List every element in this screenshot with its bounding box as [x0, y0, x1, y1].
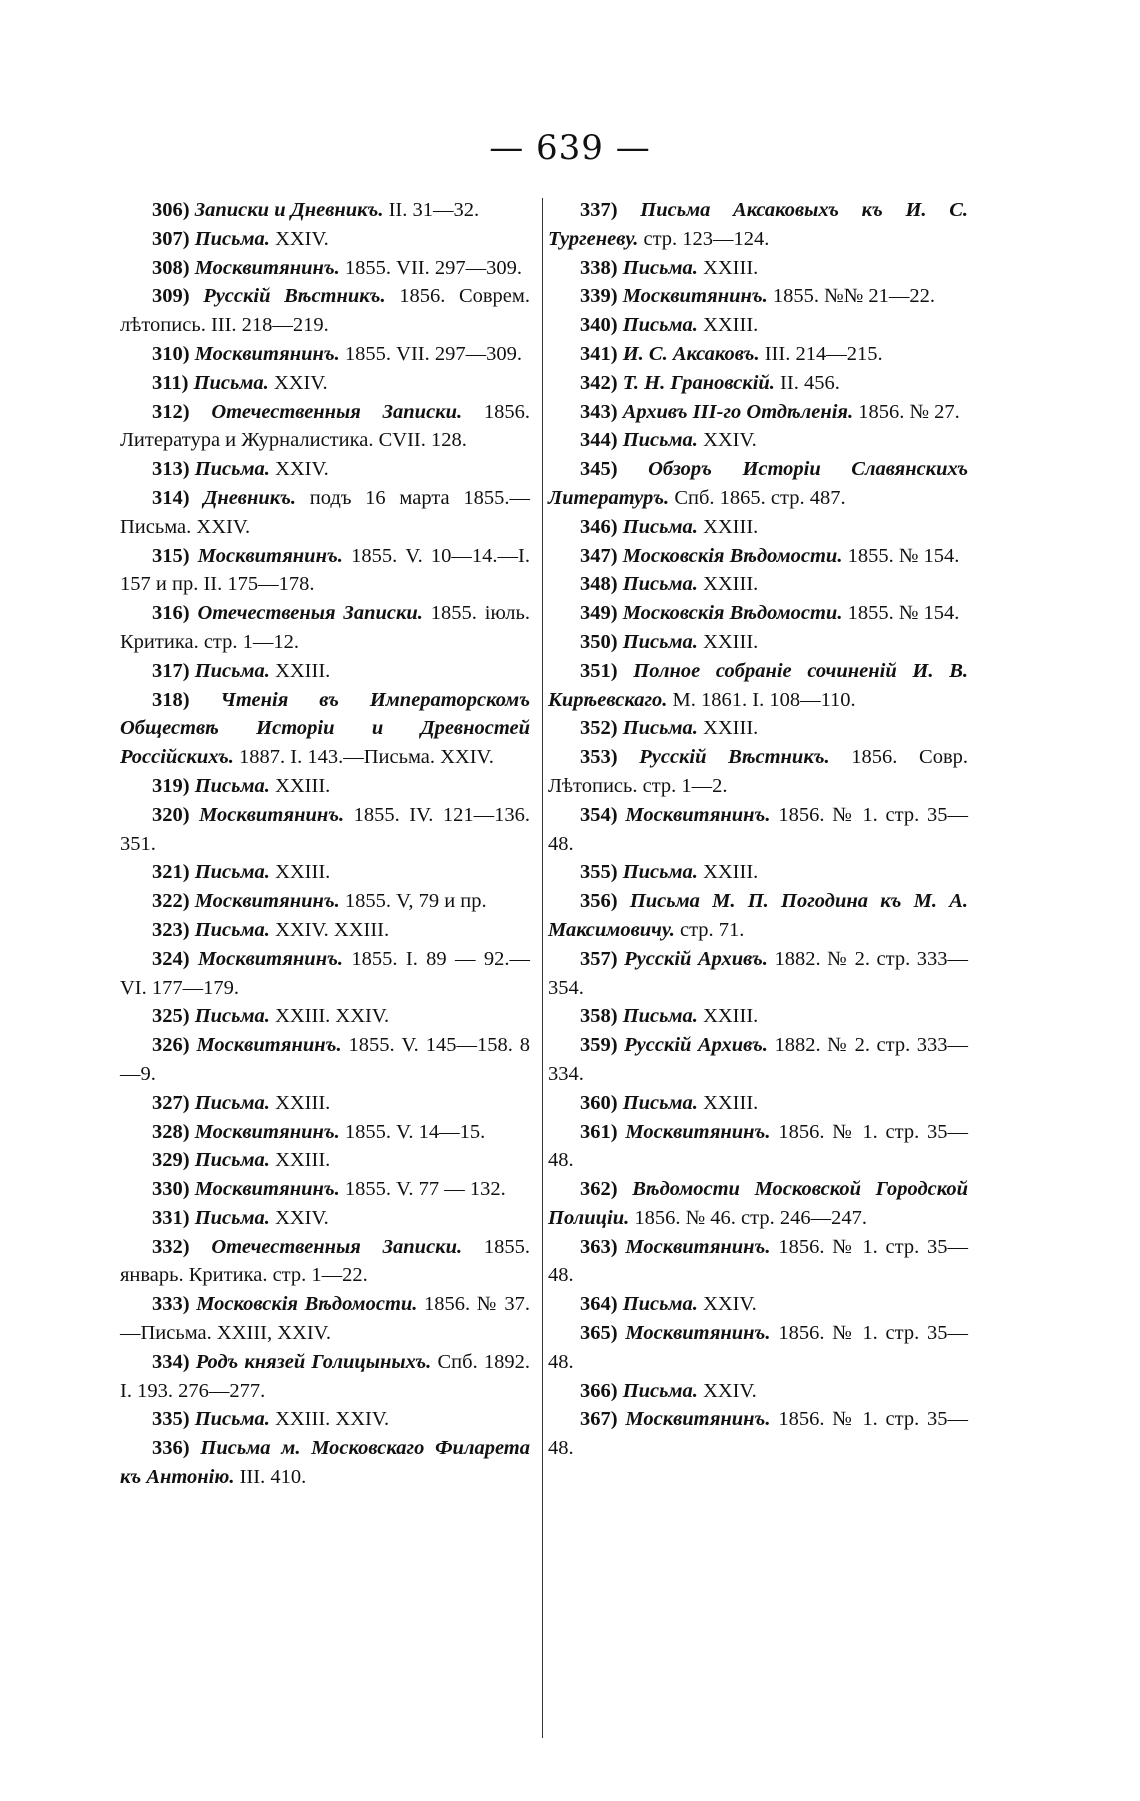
footnote-reference: 1856. № 1. стр. 35—48. [548, 1235, 969, 1287]
footnote-reference: 1855. V. 145—158. 8—9. [120, 1034, 530, 1085]
footnote-entry [548, 599, 968, 628]
footnote-reference: Спб. 1865. стр. 487. [669, 486, 846, 509]
footnote-reference: 1856. № 1. стр. 35—48. [548, 803, 969, 855]
footnote-entry [120, 801, 530, 859]
footnote-reference: 1856. № 1. стр. 35—48. [548, 1322, 969, 1373]
footnote-title: Письма. [622, 630, 698, 653]
footnote-title: Отечественныя Записки. [211, 1235, 463, 1258]
footnote-title: Письма. [193, 371, 269, 394]
left-column [120, 196, 530, 1492]
footnote-number: 311) [152, 371, 189, 394]
footnote-entry [120, 599, 530, 657]
footnote-entry [120, 1031, 530, 1089]
footnote-entry [548, 887, 968, 945]
footnote-number: 354) [580, 803, 618, 826]
footnote-number: 362) [580, 1178, 618, 1201]
footnote-reference: XXIII. [697, 630, 759, 653]
footnote-entry [548, 743, 968, 801]
footnote-reference: подъ 16 марта 1855.— Письма. XXIV. [120, 486, 530, 538]
footnote-reference: 1855. I. 89 — 92.—VI. 177—179. [120, 947, 531, 999]
footnote-title: Вѣдомости Московской Городской Полиціи. [548, 1178, 968, 1229]
footnote-title: Письма. [194, 1149, 270, 1172]
footnote-number: 316) [152, 602, 190, 625]
footnote-title: Москвитянинъ. [625, 1322, 771, 1345]
footnote-entry [120, 225, 530, 254]
footnote-reference: 1855. VII. 297—309. [339, 256, 523, 279]
footnote-title: Письма. [622, 314, 698, 337]
footnote-number: 329) [152, 1149, 190, 1172]
footnote-number: 325) [152, 1005, 190, 1028]
footnote-title: Письма. [194, 918, 270, 941]
footnote-title: Письма. [194, 458, 270, 481]
footnote-entry [548, 1233, 968, 1291]
footnote-entry [548, 714, 968, 743]
footnote-title: Письма. [194, 1206, 270, 1229]
footnote-reference: XXIV. [697, 1293, 757, 1316]
footnote-number: 341) [580, 342, 618, 365]
footnote-entry [548, 1290, 968, 1319]
footnote-reference: XXIII. [697, 861, 759, 884]
footnote-number: 306) [152, 199, 190, 221]
right-column [548, 196, 968, 1463]
footnote-entry [120, 455, 530, 484]
footnote-title: Москвитянинъ. [194, 1120, 340, 1143]
footnote-number: 328) [152, 1120, 190, 1143]
footnote-number: 339) [580, 285, 618, 308]
footnote-entry [548, 282, 968, 311]
footnote-entry [548, 196, 968, 254]
footnote-number: 309) [152, 285, 190, 308]
footnote-reference: XXIII. XXIV. [269, 1408, 390, 1431]
footnote-entry [120, 1089, 530, 1118]
footnote-reference: 1856. Соврем. лѣтопись. III. 218—219. [120, 285, 530, 337]
footnote-title: Москвитянинъ. [199, 803, 345, 826]
footnote-title: Русскій Архивъ. [624, 947, 768, 970]
footnote-entry [120, 1290, 530, 1348]
footnote-number: 308) [152, 256, 190, 279]
footnote-reference: 1855. V, 79 и пр. [339, 890, 487, 913]
footnote-entry [548, 1002, 968, 1031]
footnote-number: 321) [152, 861, 190, 884]
footnote-reference: XXIII. [697, 314, 759, 337]
footnote-entry [548, 1405, 968, 1463]
footnote-number: 326) [152, 1034, 190, 1057]
footnote-title: Отечественыя Записки. [197, 602, 423, 625]
footnote-entry [548, 657, 968, 715]
footnote-reference: XXIII. [697, 515, 759, 538]
footnote-entry [548, 398, 968, 427]
footnote-title: Московскія Вѣдомости. [622, 544, 843, 567]
footnote-number: 352) [580, 717, 618, 740]
footnote-reference: 1856. № 1. стр. 35—48. [548, 1408, 969, 1460]
footnote-title: Полное собраніе сочиненій И. В. Кирѣевскаго. [548, 659, 968, 711]
footnote-number: 315) [152, 544, 190, 567]
footnote-reference: 1887. I. 143.—Письма. XXIV. [233, 746, 494, 769]
footnote-title: Письма. [622, 429, 698, 452]
footnote-entry [120, 369, 530, 398]
footnote-entry [120, 1002, 530, 1031]
footnote-number: 336) [152, 1437, 190, 1460]
footnote-reference: XXIV. [697, 1379, 757, 1402]
footnote-number: 312) [152, 400, 190, 423]
footnote-number: 360) [580, 1091, 618, 1114]
footnote-entry [120, 282, 530, 340]
footnote-title: Обзоръ Исторіи Славянскихъ Литературъ. [548, 458, 969, 509]
footnote-title: Русскій Архивъ. [624, 1034, 768, 1057]
footnote-reference: 1855. январь. Критика. стр. 1—22. [120, 1235, 530, 1287]
footnote-number: 337) [580, 199, 618, 221]
footnote-reference: Спб. 1892. I. 193. 276—277. [120, 1350, 531, 1402]
footnote-entry [548, 801, 968, 859]
footnote-entry [548, 945, 968, 1003]
footnote-number: 357) [580, 947, 618, 970]
footnote-reference: III. 410. [234, 1466, 307, 1489]
footnote-title: Москвитянинъ. [194, 342, 340, 365]
footnote-entry [120, 1233, 530, 1291]
footnote-title: Письма. [622, 861, 698, 884]
footnote-number: 324) [152, 947, 190, 970]
footnote-entry [120, 887, 530, 916]
footnote-title: Москвитянинъ. [625, 803, 771, 826]
footnote-number: 353) [580, 746, 618, 769]
footnote-reference: XXIV. [268, 371, 328, 394]
footnote-reference: 1855. №№ 21—22. [767, 285, 936, 308]
footnote-title: Письма. [194, 659, 270, 682]
footnote-reference: 1855. V. 14—15. [339, 1120, 486, 1143]
footnote-entry [120, 1405, 530, 1434]
footnote-number: 333) [152, 1293, 190, 1316]
footnote-reference: стр. 123—124. [638, 227, 770, 250]
footnote-reference: 1882. № 2. стр. 333—354. [548, 947, 968, 999]
footnote-entry [548, 340, 968, 369]
footnote-entry [120, 916, 530, 945]
footnote-number: 364) [580, 1293, 618, 1316]
footnote-entry [120, 1118, 530, 1147]
footnote-title: Москвитянинъ. [625, 1408, 771, 1431]
footnote-title: Москвитянинъ. [194, 1178, 340, 1201]
footnote-number: 323) [152, 918, 190, 941]
footnote-title: Письма. [622, 515, 698, 538]
footnote-reference: 1855. № 154. [842, 544, 960, 567]
footnote-reference: II. 456. [774, 371, 840, 394]
footnote-title: Москвитянинъ. [625, 1120, 771, 1143]
footnote-reference: 1856. Литература и Журналистика. CVII. 128. [120, 400, 530, 452]
footnote-title: Русскій Вѣстникъ. [203, 285, 386, 308]
footnote-number: 307) [152, 227, 190, 250]
footnote-number: 350) [580, 630, 618, 653]
footnote-reference: XXIII. XXIV. [269, 1005, 390, 1028]
footnote-title: Московскія Вѣдомости. [196, 1293, 418, 1316]
footnote-title: Письма М. П. Погодина къ М. А. Максимовичу. [548, 890, 968, 941]
footnote-title: Москвитянинъ. [194, 890, 340, 913]
footnote-reference: 1855. V. 10—14.—I. 157 и пр. II. 175—178. [120, 544, 531, 596]
footnote-entry [548, 858, 968, 887]
footnote-number: 319) [152, 774, 190, 797]
footnote-entry [120, 686, 530, 772]
footnote-title: Отечественныя Записки. [211, 400, 463, 423]
footnote-title: Москвитянинъ. [194, 256, 340, 279]
footnote-number: 344) [580, 429, 618, 452]
footnote-entry [120, 1146, 530, 1175]
footnote-title: Письма Аксаковыхъ къ И. С. Тургеневу. [548, 199, 968, 250]
footnote-reference: XXIV. [269, 1206, 329, 1229]
footnote-reference: II. 31—32. [383, 199, 480, 221]
footnote-reference: XXIII. [269, 659, 331, 682]
footnote-number: 366) [580, 1379, 618, 1402]
footnote-number: 318) [152, 688, 190, 711]
footnote-entry [548, 1031, 968, 1089]
footnote-entry [548, 542, 968, 571]
footnote-number: 320) [152, 803, 190, 826]
footnote-title: Москвитянинъ. [622, 285, 768, 308]
footnote-reference: 1855. VII. 297—309. [339, 342, 523, 365]
footnote-reference: XXIII. [697, 256, 759, 279]
footnote-number: 313) [152, 458, 190, 481]
footnote-entry [120, 1175, 530, 1204]
page-number: — 639 — [489, 128, 651, 168]
footnote-number: 331) [152, 1206, 190, 1229]
footnote-entry [120, 484, 530, 542]
footnote-entry [548, 311, 968, 340]
footnote-reference: 1855. IV. 121—136. 351. [120, 803, 531, 855]
footnote-title: Москвитянинъ. [197, 947, 344, 970]
footnote-reference: 1856. № 27. [853, 400, 960, 423]
footnote-title: Письма. [194, 1091, 270, 1114]
footnote-number: 355) [580, 861, 618, 884]
footnote-entry [548, 1089, 968, 1118]
footnote-number: 359) [580, 1034, 618, 1057]
footnote-number: 310) [152, 342, 190, 365]
footnote-reference: 1855. № 154. [842, 602, 960, 625]
footnote-title: Архивъ III-го Отдѣленія. [622, 400, 854, 423]
footnote-entry [548, 455, 968, 513]
footnote-entry [120, 340, 530, 369]
footnote-number: 365) [580, 1322, 618, 1345]
footnote-number: 338) [580, 256, 618, 279]
footnote-entry [548, 426, 968, 455]
footnote-title: Чтенія въ Императорскомъ Обществѣ Исторіи и Древностей Россійскихъ. [120, 688, 531, 769]
footnote-number: 351) [580, 659, 618, 682]
footnote-title: Письма. [622, 573, 698, 596]
footnote-title: Письма. [194, 1408, 270, 1431]
footnote-title: Москвитянинъ. [196, 1034, 342, 1057]
footnote-number: 334) [152, 1350, 190, 1373]
footnote-title: Письма. [622, 1005, 698, 1028]
footnote-number: 356) [580, 890, 618, 913]
footnote-reference: 1856. № 46. стр. 246—247. [629, 1206, 867, 1229]
footnote-entry [548, 1118, 968, 1176]
footnote-reference: XXIII. [697, 1005, 759, 1028]
footnote-reference: 1856. Совр. Лѣтопись. стр. 1—2. [548, 746, 969, 797]
footnote-title: Письма м. Московскаго Филарета къ Антонію. [120, 1437, 530, 1489]
footnote-title: Москвитянинъ. [625, 1235, 771, 1258]
footnote-reference: стр. 71. [674, 918, 745, 941]
footnote-number: 345) [580, 458, 618, 481]
footnote-entry [548, 570, 968, 599]
footnote-number: 349) [580, 602, 618, 625]
footnote-reference: XXIII. [269, 861, 331, 884]
footnote-title: Москвитянинъ. [197, 544, 343, 567]
footnote-number: 335) [152, 1408, 190, 1431]
footnote-title: Русскій Вѣстникъ. [639, 746, 830, 769]
footnote-number: 314) [152, 486, 190, 509]
footnote-number: 330) [152, 1178, 190, 1201]
footnote-entry [120, 945, 530, 1003]
footnote-number: 347) [580, 544, 618, 567]
footnote-entry [548, 628, 968, 657]
footnote-reference: 1856. № 1. стр. 35—48. [548, 1120, 969, 1172]
footnote-reference: 1882. № 2. стр. 333—334. [548, 1034, 968, 1085]
footnote-reference: XXIV. [269, 458, 329, 481]
footnote-title: Письма. [622, 1091, 698, 1114]
footnote-entry [548, 1175, 968, 1233]
footnote-number: 348) [580, 573, 618, 596]
footnote-number: 367) [580, 1408, 618, 1431]
footnote-number: 340) [580, 314, 618, 337]
footnote-entry [120, 1434, 530, 1492]
footnote-number: 327) [152, 1091, 190, 1114]
footnote-reference: XXIII. [697, 717, 759, 740]
footnote-entry [548, 369, 968, 398]
footnote-reference: XXIV. XXIII. [269, 918, 390, 941]
footnote-entry [120, 1348, 530, 1406]
footnote-entry [120, 196, 530, 225]
footnote-reference: III. 214—215. [759, 342, 883, 365]
footnote-number: 322) [152, 890, 190, 913]
footnote-number: 342) [580, 371, 618, 394]
footnote-entry [548, 254, 968, 283]
footnote-number: 363) [580, 1235, 618, 1258]
footnote-entry [548, 1319, 968, 1377]
footnote-entry [120, 398, 530, 456]
footnote-number: 343) [580, 400, 618, 423]
footnote-number: 332) [152, 1235, 190, 1258]
footnote-title: Письма. [194, 774, 270, 797]
footnote-reference: 1856. № 37.—Письма. XXIII, XXIV. [120, 1293, 531, 1345]
footnote-title: Дневникъ. [203, 486, 297, 509]
footnote-title: Т. Н. Грановскій. [622, 371, 775, 394]
footnote-number: 361) [580, 1120, 618, 1143]
footnote-entry [120, 1204, 530, 1233]
footnote-entry [548, 513, 968, 542]
footnote-title: Письма. [622, 717, 698, 740]
footnote-reference: XXIV. [697, 429, 757, 452]
footnote-entry [548, 1377, 968, 1406]
footnote-entry [120, 542, 530, 600]
footnote-title: Письма. [622, 1379, 698, 1402]
footnote-reference: XXIII. [269, 774, 331, 797]
footnote-reference: XXIII. [269, 1091, 331, 1114]
footnote-title: И. С. Аксаковъ. [622, 342, 760, 365]
footnote-title: Письма. [194, 861, 270, 884]
footnote-title: Московскія Вѣдомости. [622, 602, 843, 625]
footnote-reference: М. 1861. I. 108—110. [667, 688, 856, 711]
footnote-number: 358) [580, 1005, 618, 1028]
footnote-entry [120, 858, 530, 887]
footnote-reference: XXIII. [269, 1149, 331, 1172]
column-divider [542, 198, 543, 1738]
footnote-reference: XXIII. [697, 1091, 759, 1114]
footnote-entry [120, 772, 530, 801]
footnote-reference: 1855. V. 77 — 132. [339, 1178, 506, 1201]
footnote-title: Родъ князей Голицыныхъ. [195, 1350, 432, 1373]
footnote-reference: XXIV. [269, 227, 329, 250]
footnote-entry [120, 657, 530, 686]
footnote-number: 346) [580, 515, 618, 538]
footnote-title: Письма. [622, 256, 698, 279]
footnote-entry [120, 254, 530, 283]
footnote-title: Записки и Дневникъ. [194, 199, 384, 221]
footnote-reference: XXIII. [697, 573, 759, 596]
footnote-reference: 1855. іюль. Критика. стр. 1—12. [120, 602, 530, 653]
footnote-title: Письма. [194, 227, 270, 250]
footnote-title: Письма. [194, 1005, 270, 1028]
footnote-number: 317) [152, 659, 190, 682]
footnote-title: Письма. [622, 1293, 698, 1316]
